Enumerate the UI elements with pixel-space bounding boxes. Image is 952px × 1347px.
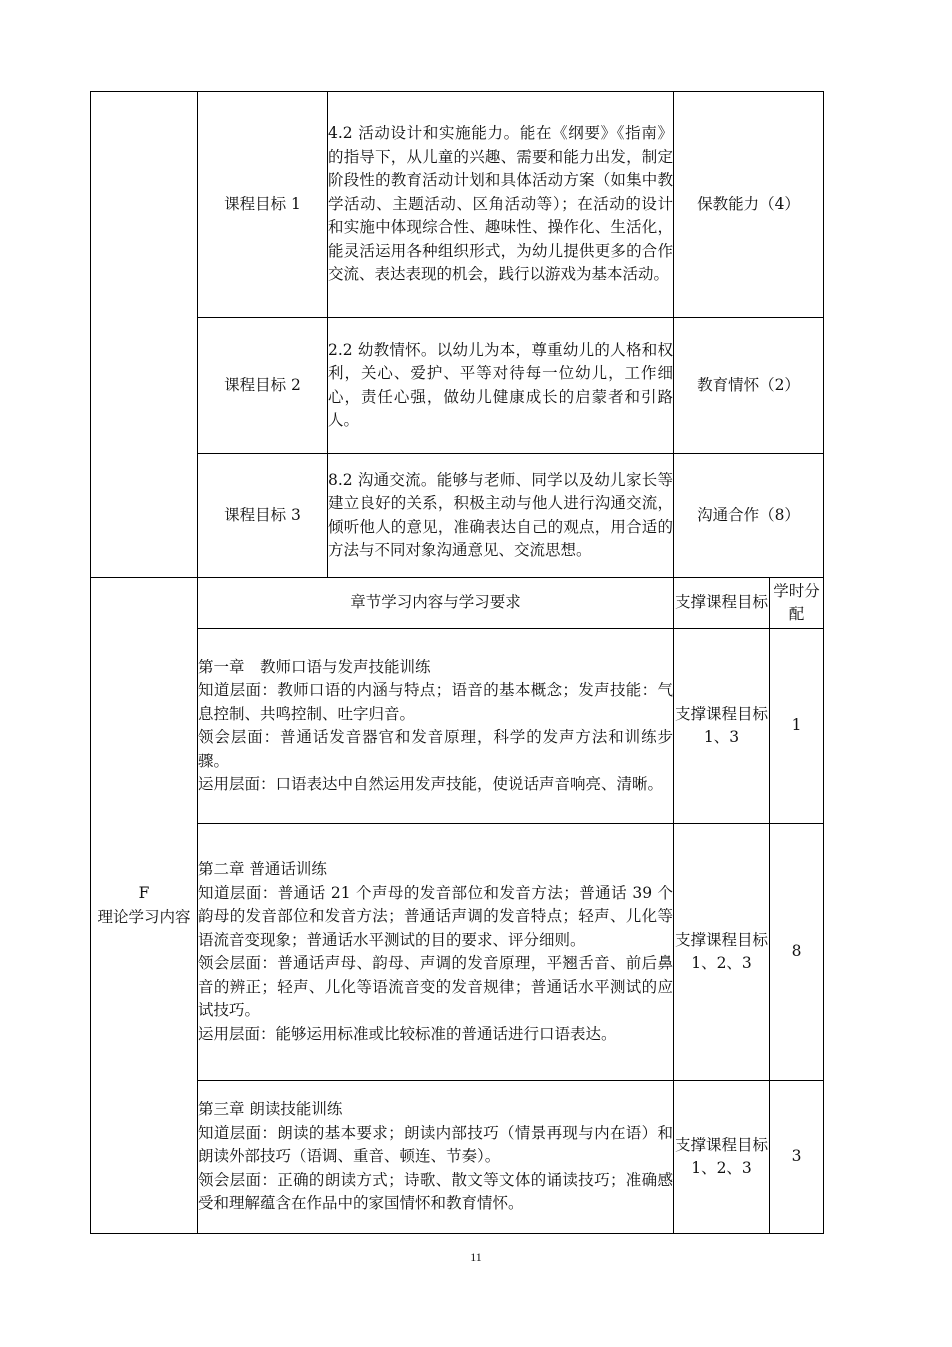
chapter-title: 第三章 朗读技能训练 — [198, 1100, 343, 1119]
header-content: 章节学习内容与学习要求 — [198, 578, 674, 629]
goal-row-3 — [91, 454, 824, 578]
chapter-row-2 — [91, 824, 824, 1081]
curriculum-table — [90, 91, 824, 1234]
header-hours: 学时分配 — [770, 578, 824, 629]
goal-ability: 保教能力（4） — [674, 92, 824, 318]
chapter-support: 支撑课程目标 1、3 — [674, 629, 770, 824]
chapter-content — [198, 629, 674, 824]
chapter-hours: 8 — [770, 824, 824, 1081]
goal-name: 课程目标 3 — [198, 454, 328, 578]
chapter-line: 领会层面：正确的朗读方式；诗歌、散文等文体的诵读技巧；准确感受和理解蕴含在作品中的家国情怀和教育情怀。 — [198, 1170, 673, 1213]
goal-requirement: 8.2 沟通交流。能够与老师、同学以及幼儿家长等建立良好的关系，积极主动与他人进行沟通交流，倾听他人的意见，准确表达自己的观点，用合适的方法与不同对象沟通意见、交流思想。 — [328, 454, 674, 578]
goal-name: 课程目标 1 — [198, 92, 328, 318]
chapter-row-1 — [91, 629, 824, 824]
chapter-hours: 1 — [770, 629, 824, 824]
goal-name: 课程目标 2 — [198, 318, 328, 454]
chapter-row-3 — [91, 1081, 824, 1234]
chapter-support: 支撑课程目标 1、2、3 — [674, 1081, 770, 1234]
chapter-title: 第二章 普通话训练 — [198, 860, 327, 878]
chapter-content — [198, 1081, 674, 1234]
chapter-line: 知道层面：朗读的基本要求；朗读内部技巧（情景再现与内在语）和朗读外部技巧（语调、重音、顿连、节奏）。 — [198, 1123, 673, 1166]
goal-ability: 教育情怀（2） — [674, 318, 824, 454]
goal-row-2 — [91, 318, 824, 454]
goal-ability: 沟通合作（8） — [674, 454, 824, 578]
chapter-line: 知道层面：普通话 21 个声母的发音部位和发音方法；普通话 39 个韵母的发音部位和发音方法；普通话声调的发音特点；轻声、儿化等语流音变现象；普通话水平测试的目的要求、评分细则。 — [198, 883, 673, 949]
chapter-content — [198, 824, 674, 1081]
chapter-line: 运用层面：能够运用标准或比较标准的普通话进行口语表达。 — [198, 1024, 617, 1043]
header-support: 支撑课程目标 — [674, 578, 770, 629]
blank-left-cell — [91, 92, 198, 578]
chapter-support: 支撑课程目标 1、2、3 — [674, 824, 770, 1081]
goal-requirement: 2.2 幼教情怀。以幼儿为本，尊重幼儿的人格和权利，关心、爱护、平等对待每一位幼儿，工作细心，责任心强，做幼儿健康成长的启蒙者和引路人。 — [328, 318, 674, 454]
chapter-title: 第一章 教师口语与发声技能训练 — [198, 657, 431, 676]
chapter-line: 领会层面：普通话发音器官和发音原理，科学的发声方法和训练步骤。 — [198, 728, 673, 770]
goal-row-1 — [91, 92, 824, 318]
section-label: 理论学习内容 — [97, 907, 191, 926]
section-header-row — [91, 578, 824, 629]
section-label-cell — [91, 578, 198, 1234]
chapter-hours: 3 — [770, 1081, 824, 1234]
chapter-line: 领会层面：普通话声母、韵母、声调的发音原理，平翘舌音、前后鼻音的辨正；轻声、儿化等语流音变的发音规律；普通话水平测试的应试技巧。 — [198, 954, 673, 1019]
goal-requirement: 4.2 活动设计和实施能力。能在《纲要》《指南》的指导下，从儿童的兴趣、需要和能力出发，制定阶段性的教育活动计划和具体活动方案（如集中教学活动、主题活动、区角活动等）；在活动的设计和实施中体现综合性、趣味性、操作化、生活化，能灵活运用各种组织形式，为幼儿提供更多的合作交流、表达表现的机会，践行以游戏为基本活动。 — [328, 92, 674, 318]
section-letter: F — [138, 884, 150, 902]
chapter-line: 运用层面：口语表达中自然运用发声技能，使说话声音响亮、清晰。 — [198, 775, 664, 793]
chapter-line: 知道层面：教师口语的内涵与特点；语音的基本概念；发声技能：气息控制、共鸣控制、吐字归音。 — [198, 681, 673, 723]
page-number: 11 — [470, 1250, 482, 1264]
